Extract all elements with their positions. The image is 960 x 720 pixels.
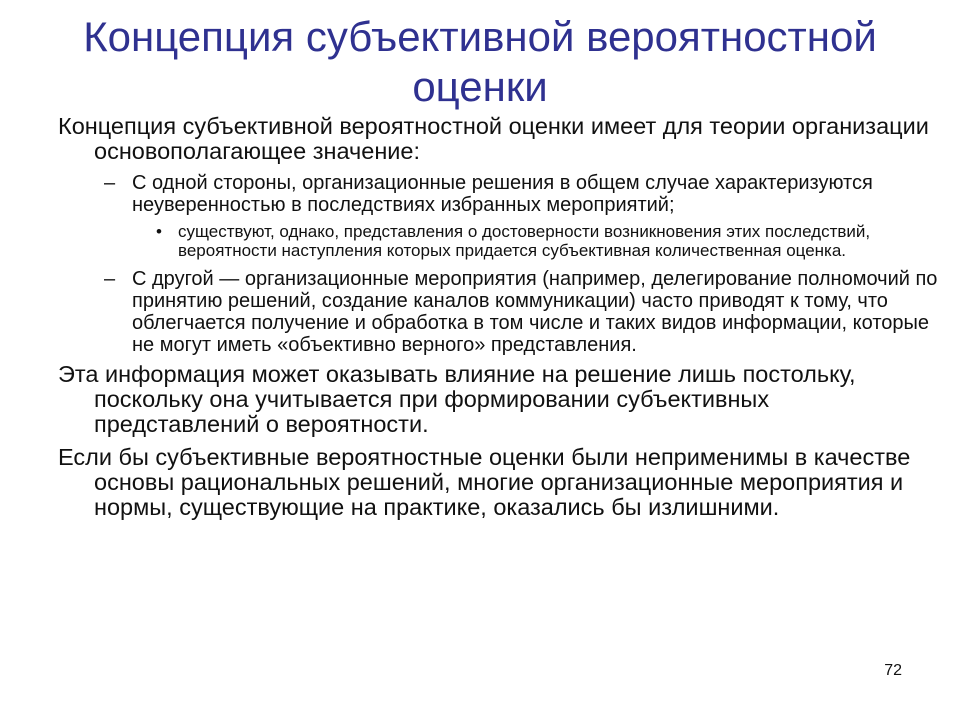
sub-item-one-side [104,172,938,216]
bullet-marker: • [156,222,162,241]
sub-item-text: С одной стороны, организационные решения в общем случае характеризуются неуверенностью в последствиях избранных мероприятий; [132,172,873,216]
page-number: 72 [884,662,902,679]
paragraph-information-influence: Эта информация может оказывать влияние на решение лишь постольку, поскольку она учитывается при формировании субъективных представлений о вероятности. [58,361,856,437]
dash-marker: – [104,172,116,194]
bullet-item-representations [152,222,938,260]
sub-item-other-side [104,268,938,356]
slide-body [58,114,938,528]
slide-title: Концепция субъективной вероятностной оценки [83,13,877,110]
paragraph-rational-decisions: Если бы субъективные вероятностные оценки были неприменимы в качестве основы рациональных решений, многие организационные мероприятия и нормы, существующие на практике, оказались бы излишними. [58,444,911,520]
bullet-item-text: существуют, однако, представления о достоверности возникновения этих последствий, вероятности наступления которых придается субъективная количественная оценка. [178,222,871,260]
sub-item-text: С другой — организационные мероприятия (например, делегирование полномочий по принятию решений, создание каналов коммуникации) часто приводят к тому, что облегчается получение и обработка в том числе и таких видов информации, которые не могут иметь «объективно верного» представления. [132,268,938,356]
paragraph-concept: Концепция субъективной вероятностной оценки имеет для теории организации основополагающее значение: [58,113,929,164]
dash-marker: – [104,268,116,290]
